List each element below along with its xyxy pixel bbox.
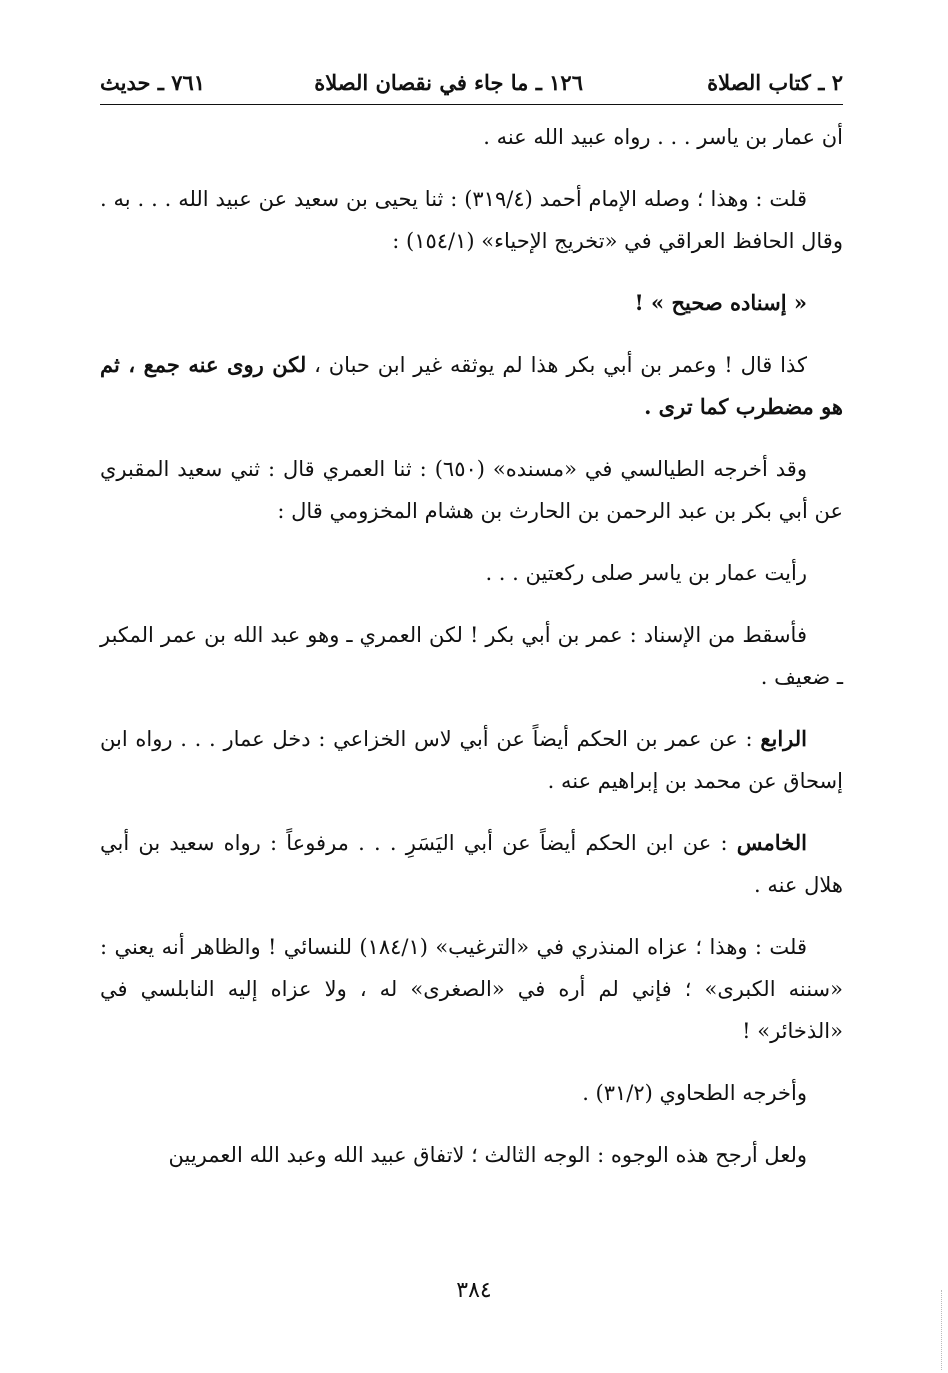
paragraph: الرابع : عن عمر بن الحكم أيضاً عن أبي لاس الخزاعي : دخل عمار . . . رواه ابن إسحاق عن محمد بن إبراهيم عنه . <box>100 726 843 793</box>
running-header <box>100 66 843 105</box>
paragraph: كذا قال ! وعمر بن أبي بكر هذا لم يوثقه غير ابن حبان ، لكن روى عنه جمع ، ثم هو مضطرب كما ترى . <box>100 352 843 419</box>
paragraph: الخامس : عن ابن الحكم أيضاً عن أبي اليَسَرِ . . . مرفوعاً : رواه سعيد بن أبي هلال عنه . <box>100 830 843 897</box>
chapter-title: ٢ ـ كتاب الصلاة <box>707 70 843 95</box>
page-number: ٣٨٤ <box>456 1278 492 1303</box>
paragraph: فأسقط من الإسناد : عمر بن أبي بكر ! لكن العمري ـ وهو عبد الله بن عمر المكبر ـ ضعيف . <box>100 623 843 689</box>
page-body <box>100 116 843 1196</box>
paragraph: قلت : وهذا ؛ وصله الإمام أحمد (٣١٩/٤) : ثنا يحيى بن سعيد عن عبيد الله . . . به . وقال الحافظ العراقي في «تخريج الإحياء» (١٥٤/١) : <box>100 187 843 253</box>
quoted-narration: رأيت عمار بن ياسر صلى ركعتين . . . <box>485 561 807 585</box>
hadith-number: ٧٦١ ـ حديث <box>100 70 206 95</box>
section-title: ١٢٦ ـ ما جاء في نقصان الصلاة <box>314 70 583 95</box>
paragraph: ولعل أرجح هذه الوجوه : الوجه الثالث ؛ لاتفاق عبيد الله وعبد الله العمريين <box>168 1143 807 1167</box>
paragraph: قلت : وهذا ؛ عزاه المنذري في «الترغيب» (١٨٤/١) للنسائي ! والظاهر أنه يعني : «سننه الكبرى» ؛ فإني لم أره في «الصغرى» له ، ولا عزاه إليه النابلسي في «الذخائر» ! <box>100 935 843 1043</box>
page-edge-mark <box>938 1290 942 1370</box>
paragraph: وأخرجه الطحاوي (٣١/٢) . <box>582 1081 807 1105</box>
paragraph: أن عمار بن ياسر . . . رواه عبيد الله عنه . <box>483 125 843 149</box>
paragraph: وقد أخرجه الطيالسي في «مسنده» (٦٥٠) : ثنا العمري قال : ثني سعيد المقبري عن أبي بكر بن عبد الرحمن بن الحارث بن هشام المخزومي قال : <box>100 457 843 523</box>
quoted-ruling: « إسناده صحيح » ! <box>634 290 807 315</box>
